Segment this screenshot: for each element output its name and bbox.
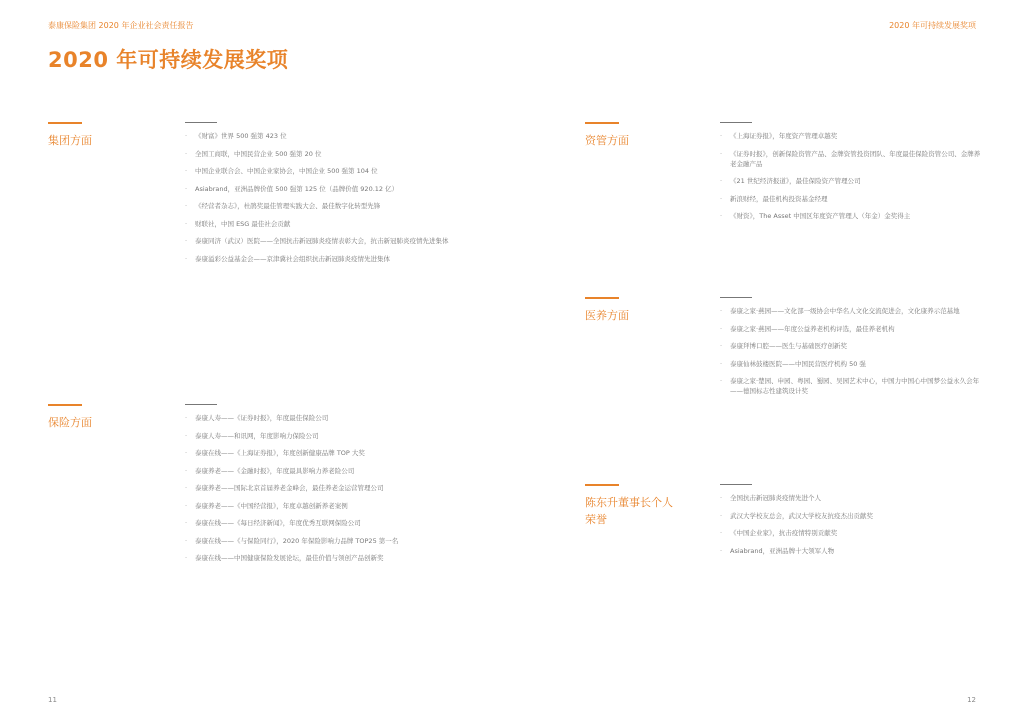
section-title-group: 集团方面 [48, 133, 92, 147]
award-item: · 武汉大学校友总会，武汉大学校友抗疫杰出贡献奖 [720, 511, 982, 521]
items-divider [185, 122, 217, 123]
section-accent-line [48, 404, 82, 406]
award-item: · Asiabrand，亚洲品牌十大领军人物 [720, 546, 982, 556]
page-title: 2020 年可持续发展奖项 [48, 48, 289, 72]
section-accent-line [585, 122, 619, 124]
award-item: · 全国工商联，中国民营企业 500 强第 20 位 [185, 149, 475, 159]
items-divider [720, 484, 752, 485]
section-accent-line [585, 297, 619, 299]
award-item: · 泰康在线——《与保险同行》，2020 年保险影响力品牌 TOP25 第一名 [185, 536, 475, 546]
award-item: · 泰康在线——中国健康保险发展论坛，最佳价值与领创产品创新奖 [185, 553, 475, 563]
items-insurance [185, 404, 475, 571]
award-item: · 泰康仙林鼓楼医院——中国民营医疗机构 50 强 [720, 359, 982, 369]
award-item: · 泰康在线——《每日经济新闻》，年度优秀互联网保险公司 [185, 518, 475, 528]
items-medical [720, 297, 982, 404]
award-item: · 《财富》世界 500 强第 423 位 [185, 131, 475, 141]
page-number-left: 11 [48, 696, 57, 704]
section-accent-line [585, 484, 619, 486]
award-item: · 泰康之家·楚园、申园、粤园、蜀园、吴园艺术中心，中国力中国心中国梦公益永久会年——德国标志性建筑设计奖 [720, 376, 982, 396]
section-chairman [585, 484, 673, 528]
award-item: · 泰康人寿——《证券时报》，年度最佳保险公司 [185, 413, 475, 423]
items-group [185, 122, 475, 271]
award-item: · 泰康之家·燕园——文化部一级协会中华名人文化交流促进会，文化康养示范基地 [720, 306, 982, 316]
items-divider [720, 122, 752, 123]
page-number-right: 12 [967, 696, 976, 704]
award-item: · 财联社，中国 ESG 最佳社会贡献 [185, 219, 475, 229]
award-item: · 《中国企业家》，抗击疫情特别贡献奖 [720, 528, 982, 538]
award-item: · 泰康溢彩公益基金会——京津冀社会组织抗击新冠肺炎疫情先进集体 [185, 254, 475, 264]
section-title-asset: 资管方面 [585, 133, 629, 147]
section-title-chairman: 陈东升董事长个人荣誉 [585, 495, 673, 526]
award-item: · 泰康养老——《中国经营报》，年度卓越创新养老案例 [185, 501, 475, 511]
award-item: · Asiabrand，亚洲品牌价值 500 强第 125 位（品牌价值 920.12 亿） [185, 184, 475, 194]
section-group [48, 122, 148, 149]
section-accent-line [48, 122, 82, 124]
award-item: · 全国抗击新冠肺炎疫情先进个人 [720, 493, 982, 503]
items-divider [720, 297, 752, 298]
section-title-insurance: 保险方面 [48, 415, 92, 429]
section-asset [585, 122, 685, 149]
items-chairman [720, 484, 982, 563]
award-item: · 泰康拜博口腔——医生与基础医疗创新奖 [720, 341, 982, 351]
award-item: · 泰康人寿——和讯网，年度影响力保险公司 [185, 431, 475, 441]
header-left: 泰康保险集团 2020 年企业社会责任报告 [48, 21, 194, 30]
header-right: 2020 年可持续发展奖项 [889, 21, 976, 30]
award-item: · 《财资》，The Asset 中国区年度资产管理人（年金）金奖得主 [720, 211, 982, 221]
award-item: · 泰康同济（武汉）医院——全国抗击新冠肺炎疫情表彰大会，抗击新冠肺炎疫情先进集体 [185, 236, 475, 246]
award-item: · 《证券时报》，创新保险资管产品、金牌资管投资团队、年度最佳保险资管公司、金牌养老金融产品 [720, 149, 982, 169]
award-item: · 新浪财经，最佳机构投资基金经理 [720, 194, 982, 204]
items-asset [720, 122, 982, 229]
award-item: · 《上海证券报》，年度资产管理卓越奖 [720, 131, 982, 141]
award-item: · 《经营者杂志》，杜鹃奖最佳管理实践大会、最佳数字化转型先锋 [185, 201, 475, 211]
award-item: · 中国企业联合会、中国企业家协会，中国企业 500 强第 104 位 [185, 166, 475, 176]
award-item: · 泰康养老——国际北京首届养老金峰会，最佳养老金运营管理公司 [185, 483, 475, 493]
award-item: · 《21 世纪经济报道》，最佳保险资产管理公司 [720, 176, 982, 186]
award-item: · 泰康在线——《上海证券报》，年度创新健康品牌 TOP 大奖 [185, 448, 475, 458]
section-title-medical: 医养方面 [585, 308, 629, 322]
award-item: · 泰康养老——《金融时报》，年度最具影响力养老险公司 [185, 466, 475, 476]
section-medical [585, 297, 685, 324]
section-insurance [48, 404, 148, 431]
items-divider [185, 404, 217, 405]
award-item: · 泰康之家·燕园——年度公益养老机构评选，最佳养老机构 [720, 324, 982, 334]
